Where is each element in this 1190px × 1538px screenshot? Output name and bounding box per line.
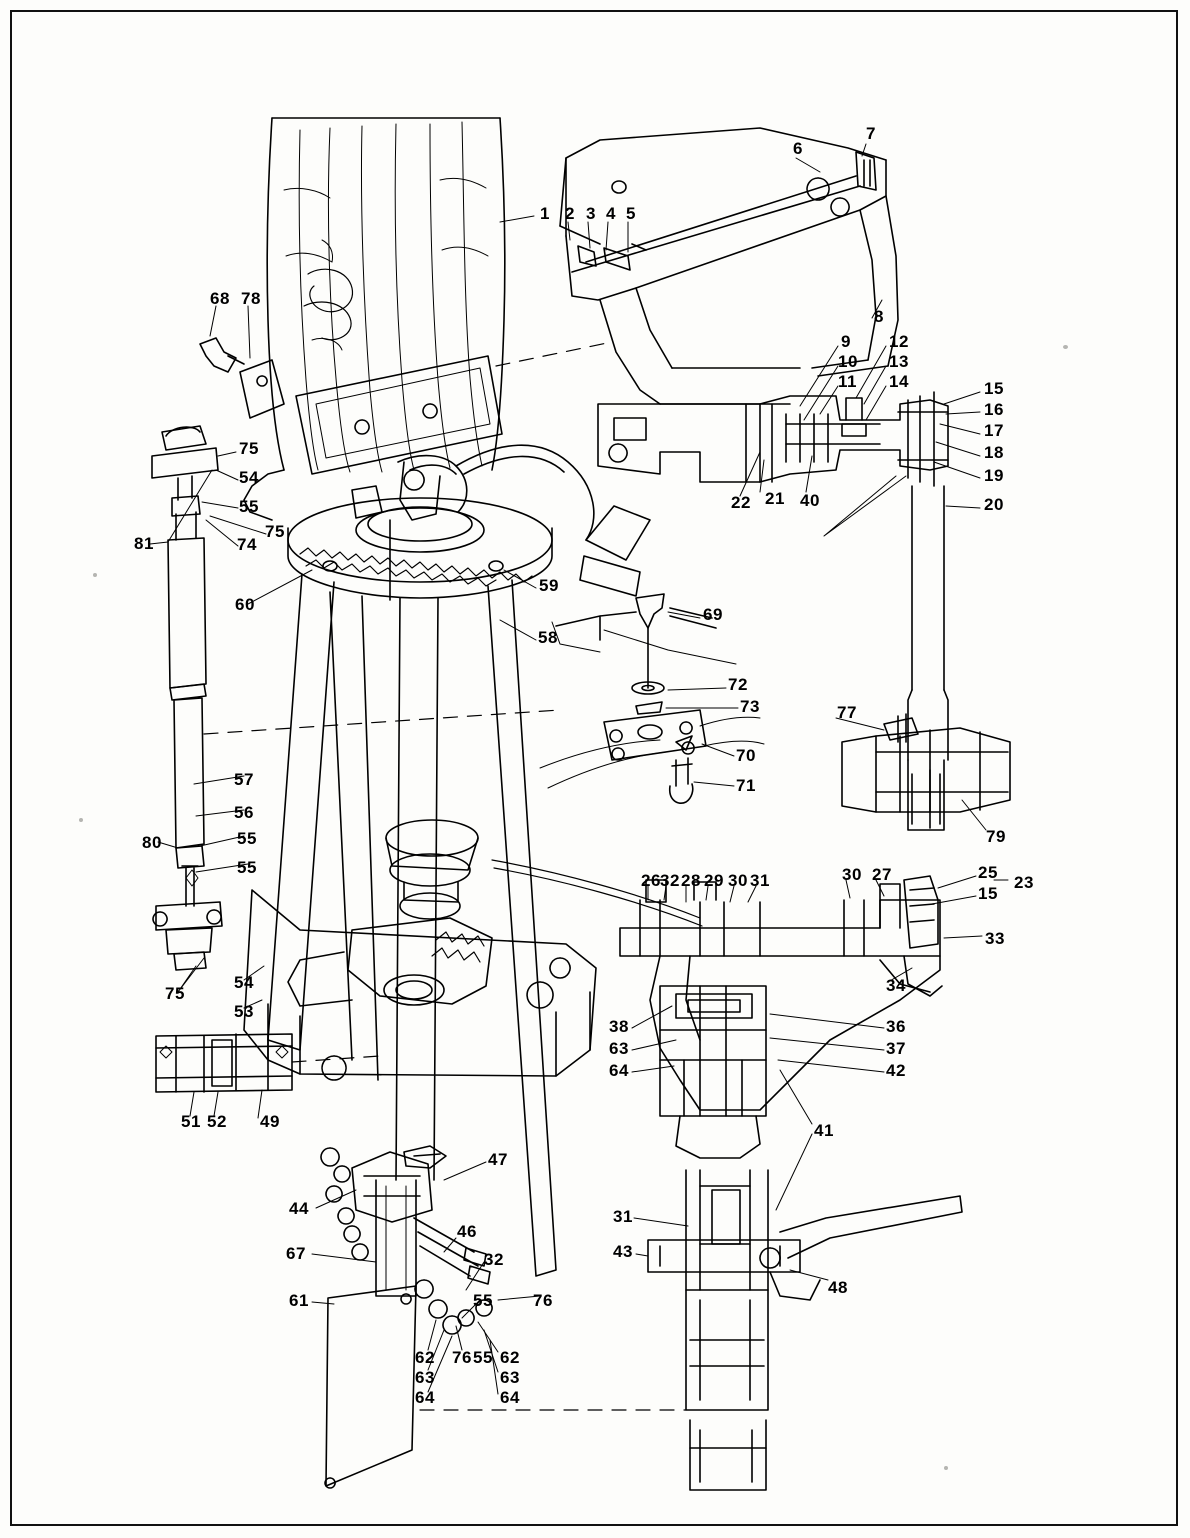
callout-47: 47	[488, 1150, 508, 1169]
callout-55-e: 55	[473, 1348, 493, 1367]
callout-67: 67	[286, 1244, 306, 1263]
callout-30-a: 30	[728, 871, 748, 890]
callout-4: 4	[606, 204, 616, 223]
callout-19: 19	[984, 466, 1004, 485]
callout-22: 22	[731, 493, 751, 512]
callout-41: 41	[814, 1121, 834, 1140]
callout-71: 71	[736, 776, 756, 795]
callout-18: 18	[984, 443, 1004, 462]
callout-44: 44	[289, 1199, 309, 1218]
callout-63-a: 63	[415, 1368, 435, 1387]
callout-36: 36	[886, 1017, 906, 1036]
callout-11: 11	[838, 372, 857, 391]
callout-6: 6	[793, 139, 803, 158]
callout-28: 28	[681, 871, 701, 890]
callout-31-b: 31	[613, 1207, 633, 1226]
callout-64-a: 64	[415, 1388, 435, 1407]
callout-38: 38	[609, 1017, 629, 1036]
callout-54-lower: 54	[234, 973, 254, 992]
callout-63-c: 63	[609, 1039, 629, 1058]
callout-33: 33	[985, 929, 1005, 948]
callout-53: 53	[234, 1002, 254, 1021]
callout-40: 40	[800, 491, 820, 510]
callout-61: 61	[289, 1291, 309, 1310]
callout-76-b: 76	[533, 1291, 553, 1310]
callout-49: 49	[260, 1112, 280, 1131]
callout-16: 16	[984, 400, 1004, 419]
callout-20: 20	[984, 495, 1004, 514]
callout-27: 27	[872, 865, 892, 884]
callout-31-a: 31	[750, 871, 770, 890]
callout-59: 59	[539, 576, 559, 595]
callout-48: 48	[828, 1278, 848, 1297]
callout-74: 74	[237, 535, 257, 554]
callout-80: 80	[142, 833, 162, 852]
callout-76-a: 76	[452, 1348, 472, 1367]
callout-13: 13	[889, 352, 909, 371]
callout-64-c: 64	[609, 1061, 629, 1080]
callout-26: 26	[641, 871, 661, 890]
callout-43: 43	[613, 1242, 633, 1261]
callout-70: 70	[736, 746, 756, 765]
callout-55-c: 55	[237, 858, 257, 877]
callout-52: 52	[207, 1112, 227, 1131]
callout-30-b: 30	[842, 865, 862, 884]
callout-73: 73	[740, 697, 760, 716]
callout-55-d: 55	[473, 1291, 493, 1310]
callout-81: 81	[134, 534, 154, 553]
callout-51: 51	[181, 1112, 201, 1131]
callout-15-upper: 15	[984, 379, 1004, 398]
callout-7: 7	[866, 124, 876, 143]
callout-12: 12	[889, 332, 909, 351]
callout-2: 2	[565, 204, 575, 223]
callout-5: 5	[626, 204, 636, 223]
callout-10: 10	[838, 352, 858, 371]
callout-37: 37	[886, 1039, 906, 1058]
callout-8: 8	[874, 307, 884, 326]
callout-79: 79	[986, 827, 1006, 846]
callout-32-a: 32	[660, 871, 680, 890]
callout-60: 60	[235, 595, 255, 614]
callout-25: 25	[978, 863, 998, 882]
callout-75-a: 75	[239, 439, 259, 458]
callout-75-b: 75	[265, 522, 285, 541]
callout-17: 17	[984, 421, 1004, 440]
callout-42: 42	[886, 1061, 906, 1080]
callout-63-b: 63	[500, 1368, 520, 1387]
callout-58: 58	[538, 628, 558, 647]
callout-55-a: 55	[239, 497, 259, 516]
callout-75-c: 75	[165, 984, 185, 1003]
callout-14: 14	[889, 372, 909, 391]
callout-21: 21	[765, 489, 785, 508]
callout-57: 57	[234, 770, 254, 789]
callout-56: 56	[234, 803, 254, 822]
callout-62-b: 62	[500, 1348, 520, 1367]
callout-9: 9	[841, 332, 851, 351]
callout-62-a: 62	[415, 1348, 435, 1367]
callout-32-b: 32	[484, 1250, 504, 1269]
callout-46: 46	[457, 1222, 477, 1241]
callout-15-lower: 15	[978, 884, 998, 903]
callout-77: 77	[837, 703, 857, 722]
callout-72: 72	[728, 675, 748, 694]
callout-69: 69	[703, 605, 723, 624]
callout-1: 1	[540, 204, 550, 223]
callout-68: 68	[210, 289, 230, 308]
callout-64-b: 64	[500, 1388, 520, 1407]
callout-29: 29	[704, 871, 724, 890]
callout-34: 34	[886, 976, 906, 995]
callout-55-b: 55	[237, 829, 257, 848]
callout-3: 3	[586, 204, 596, 223]
callout-23: 23	[1014, 873, 1034, 892]
callout-78: 78	[241, 289, 261, 308]
callout-54-upper: 54	[239, 468, 259, 487]
